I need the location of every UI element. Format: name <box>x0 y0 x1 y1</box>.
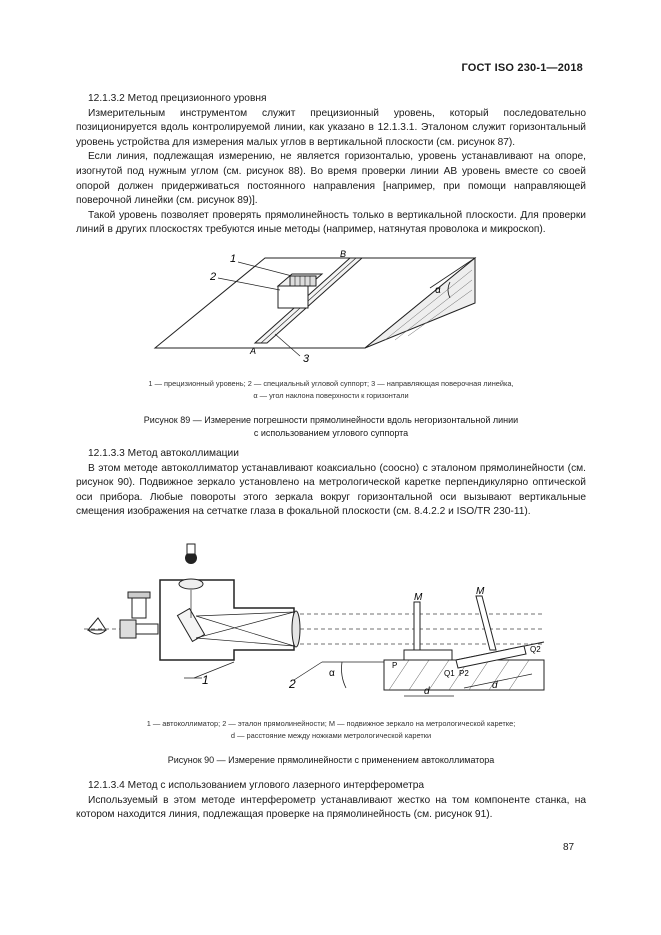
section-heading: 12.1.3.4 Метод с использованием углового лазерного интерферометра <box>88 780 425 791</box>
paragraph: Такой уровень позволяет проверять прямолинейность только в вертикальной плоскости. Для проверки линий в других плоскостях требуются иные методы (например, натянутая проволока и микроскоп). <box>76 209 586 236</box>
legend-line: d — расстояние между ножками метрологической каретки <box>230 731 432 740</box>
label-2: 2 <box>210 271 217 283</box>
figure-89-caption <box>76 414 586 439</box>
section-precision-level <box>76 92 586 238</box>
label-1: 1 <box>202 673 209 687</box>
legend-line: α — угол наклона поверхности к горизонтали <box>253 391 409 400</box>
section-autocollimation <box>76 447 586 520</box>
paragraph: В этом методе автоколлиматор устанавливают коаксиально (соосно) с эталоном прямолинейности (см. рисунок 90). Подвижное зеркало установлено на метрологической каретке перпендикулярно оптической оси прибора. Любые повороты этого зеркала вокруг горизонтальной оси вызывают вертикальные смещения изображения на сетчатке глаза в фокальной плоскости (см. 8.4.2.2 и ISO/TR 230-11). <box>76 462 586 518</box>
legend-line: 1 — автоколлиматор; 2 — эталон прямолинейности; M — подвижное зеркало на метрологической каретке; <box>146 719 516 728</box>
standard-header: ГОСТ ISO 230-1—2018 <box>461 62 583 74</box>
figure-90-legend <box>76 718 586 742</box>
point-p2-label: P2 <box>459 669 469 678</box>
figure-90-drawing <box>84 538 584 708</box>
figure-90-caption: Рисунок 90 — Измерение прямолинейности с применением автоколлиматора <box>167 755 495 765</box>
caption-line: с использованием углового суппорта <box>253 427 409 438</box>
alpha-label: α <box>329 668 335 679</box>
label-1: 1 <box>230 253 237 265</box>
caption-line: Рисунок 89 — Измерение погрешности прямолинейности вдоль негоризонтальной линии <box>143 415 519 425</box>
legend-line: 1 — прецизионный уровень; 2 — специальный угловой суппорт; 3 — направляющая поверочная линейка, <box>148 379 514 388</box>
paragraph: Используемый в этом методе интерферометр устанавливают жестко на том компоненте станка, на котором находится линия, подлежащая проверке на прямолинейность (см. рисунок 91). <box>76 794 586 821</box>
section-heading: 12.1.3.2 Метод прецизионного уровня <box>88 93 267 104</box>
mirror-label-2: M <box>476 586 485 597</box>
figure-89-drawing <box>150 248 480 368</box>
label-2: 2 <box>289 677 296 691</box>
point-q1-label: Q1 <box>444 669 455 678</box>
d-label-2: d <box>492 680 498 691</box>
alpha-label: α <box>435 285 441 296</box>
section-heading: 12.1.3.3 Метод автоколлимации <box>88 448 239 459</box>
point-b-label: B <box>340 249 347 259</box>
d-label-1: d <box>424 686 430 697</box>
paragraph: Измерительным инструментом служит прецизионный уровень, который последовательно позиционируется вдоль контролируемой линии, как указано в 12.1.3.1. Эталоном служит горизонтальный уровень устройства для измерения малых углов в вертикальной плоскости (см. рисунок 87). <box>76 107 586 148</box>
point-q2-label: Q2 <box>530 645 541 654</box>
mirror-label-1: M <box>414 592 423 603</box>
page-number: 87 <box>563 842 575 853</box>
point-p-label: P <box>392 661 398 670</box>
point-a-label: A <box>250 346 257 356</box>
label-3: 3 <box>303 353 310 365</box>
paragraph: Если линия, подлежащая измерению, не является горизонталью, уровень устанавливают на опоре, изогнутой под нужным углом (см. рисунок 88). Во время проверки линии АВ уровень вместе со своей опорой должен придерживаться постоянного направления [например, при помощи направляющей поверочной линейки (см. рисунок 89)]. <box>76 151 586 207</box>
figure-89-legend <box>76 378 586 402</box>
section-laser-interferometer <box>76 779 586 823</box>
